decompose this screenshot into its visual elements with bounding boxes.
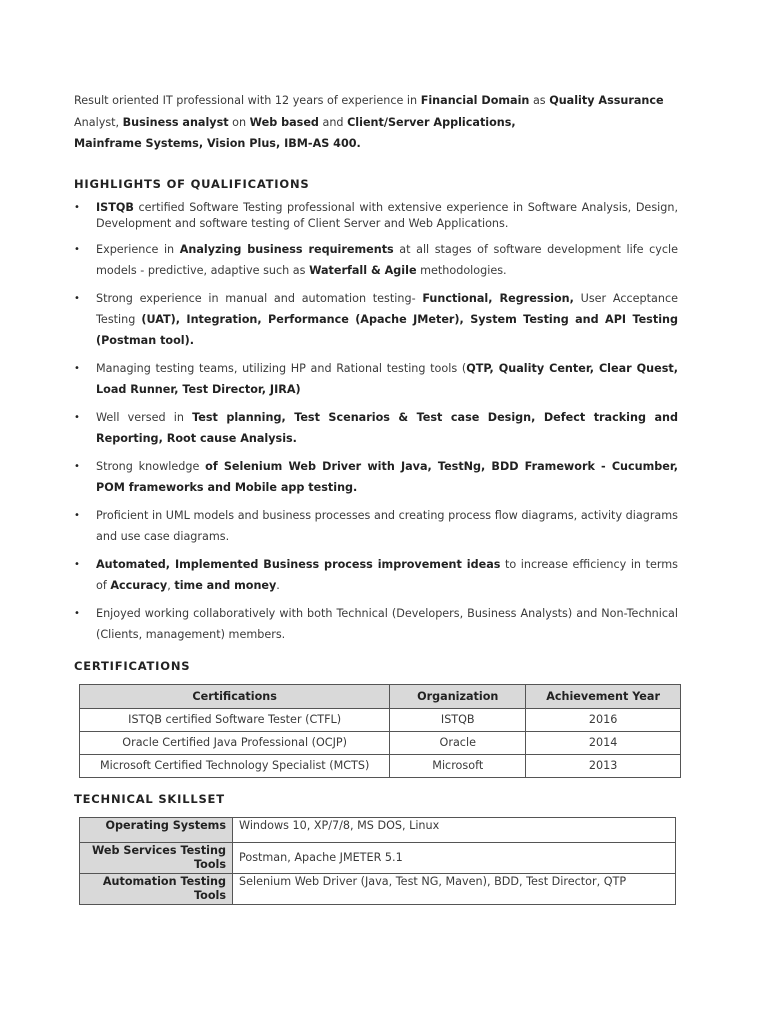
list-item <box>74 407 678 449</box>
bold-text: Analyzing business requirements <box>179 242 394 256</box>
table-cell: Microsoft <box>390 754 526 777</box>
bullet-icon: • <box>74 411 80 423</box>
item-text: , <box>167 578 175 592</box>
item-text: certified Software Testing professional with extensive experience in Software Analysis, Design, Development and software testing of Client Server and Web Applications. <box>96 200 678 230</box>
summary-bold: Quality Assurance <box>549 94 664 107</box>
table-row <box>80 708 681 731</box>
bold-text: time and money <box>174 578 277 592</box>
table-row <box>80 731 681 754</box>
table-header-row <box>80 684 681 708</box>
certifications-table <box>79 684 681 778</box>
skill-value: Selenium Web Driver (Java, Test NG, Maven), BDD, Test Director, QTP <box>233 873 676 904</box>
table-row <box>80 754 681 777</box>
item-text: Strong experience in manual and automation testing- <box>96 291 423 305</box>
highlights-list <box>74 200 678 645</box>
table-row <box>80 842 676 873</box>
item-text: Enjoyed working collaboratively with both Technical (Developers, Business Analysts) and Non-Technical (Clients, management) members. <box>96 606 678 641</box>
table-cell: Oracle <box>390 731 526 754</box>
bullet-icon: • <box>74 607 80 619</box>
summary-text: Result oriented IT professional with 12 years of experience in <box>74 94 421 107</box>
bullet-icon: • <box>74 509 80 521</box>
item-text: Managing testing teams, utilizing HP and Rational testing tools ( <box>96 361 467 375</box>
item-text: Strong knowledge <box>96 459 206 473</box>
column-header: Achievement Year <box>526 684 681 708</box>
bold-text: ISTQB <box>96 200 134 214</box>
summary-bold: Financial Domain <box>420 94 530 107</box>
table-cell: Oracle Certified Java Professional (OCJP) <box>80 731 390 754</box>
table-cell: 2014 <box>526 731 681 754</box>
item-text: . <box>276 578 280 592</box>
list-item <box>74 554 678 596</box>
list-item <box>74 456 678 498</box>
bold-text: Functional, Regression, <box>422 291 574 305</box>
bullet-icon: • <box>74 460 80 472</box>
summary-bold: Client/Server Applications, <box>347 115 516 129</box>
certifications-heading: CERTIFICATIONS <box>74 658 191 673</box>
summary-text: Analyst, <box>74 115 123 129</box>
item-text: at all stages of software development life cycle models - predictive, adaptive such as <box>96 242 678 277</box>
bold-text: Accuracy <box>110 578 168 592</box>
item-text: to increase efficiency in terms of <box>96 557 678 592</box>
skill-category: Automation Testing Tools <box>80 873 233 904</box>
item-text: Proficient in UML models and business processes and creating process flow diagrams, activity diagrams and use case diagrams. <box>96 508 678 543</box>
summary-text: and <box>318 115 348 129</box>
bold-text: of Selenium Web Driver with Java, TestNg, BDD Framework - Cucumber, POM frameworks and Mobile app testing. <box>96 459 678 494</box>
list-item <box>74 358 678 400</box>
bold-text: Automated, Implemented Business process improvement ideas <box>96 557 501 571</box>
bullet-icon: • <box>74 292 80 304</box>
item-text: Experience in <box>96 242 180 256</box>
summary-text: as <box>529 94 550 107</box>
skill-category: Operating Systems <box>80 817 233 842</box>
bullet-icon: • <box>74 201 80 213</box>
table-cell: ISTQB <box>390 708 526 731</box>
resume-content <box>74 90 678 905</box>
summary-bold: Mainframe Systems, Vision Plus, IBM-AS 400. <box>74 137 361 150</box>
summary-bold: Business analyst <box>122 115 229 129</box>
bold-text: (UAT), Integration, Performance (Apache JMeter), System Testing and API Testing (Postman tool). <box>96 312 678 347</box>
bold-text: Test planning, Test Scenarios & Test case Design, Defect tracking and Reporting, Root cause Analysis. <box>96 410 678 445</box>
skill-value: Windows 10, XP/7/8, MS DOS, Linux <box>233 817 676 842</box>
table-cell: 2016 <box>526 708 681 731</box>
column-header: Organization <box>390 684 526 708</box>
table-cell: 2013 <box>526 754 681 777</box>
professional-summary <box>74 90 678 155</box>
bullet-icon: • <box>74 558 80 570</box>
bullet-icon: • <box>74 362 80 374</box>
skill-category: Web Services Testing Tools <box>80 842 233 873</box>
item-text: Well versed in <box>96 410 193 424</box>
table-cell: Microsoft Certified Technology Specialist (MCTS) <box>80 754 390 777</box>
list-item <box>74 239 678 281</box>
list-item <box>74 505 678 547</box>
skills-heading: TECHNICAL SKILLSET <box>74 791 225 806</box>
skills-table <box>79 817 676 905</box>
skill-value: Postman, Apache JMETER 5.1 <box>233 842 676 873</box>
highlights-heading: HIGHLIGHTS OF QUALIFICATIONS <box>74 176 310 191</box>
summary-bold: Web based <box>249 115 319 129</box>
bold-text: Waterfall & Agile <box>309 263 417 277</box>
list-item <box>74 603 678 645</box>
table-row <box>80 817 676 842</box>
item-text: methodologies. <box>416 263 507 277</box>
bullet-icon: • <box>74 243 80 255</box>
item-text: User Acceptance Testing <box>96 291 678 326</box>
list-item <box>74 288 678 351</box>
summary-text: on <box>228 115 250 129</box>
table-cell: ISTQB certified Software Tester (CTFL) <box>80 708 390 731</box>
table-row <box>80 873 676 904</box>
bold-text: QTP, Quality Center, Clear Quest, Load Runner, Test Director, JIRA) <box>96 361 678 396</box>
column-header: Certifications <box>80 684 390 708</box>
list-item <box>74 200 678 232</box>
